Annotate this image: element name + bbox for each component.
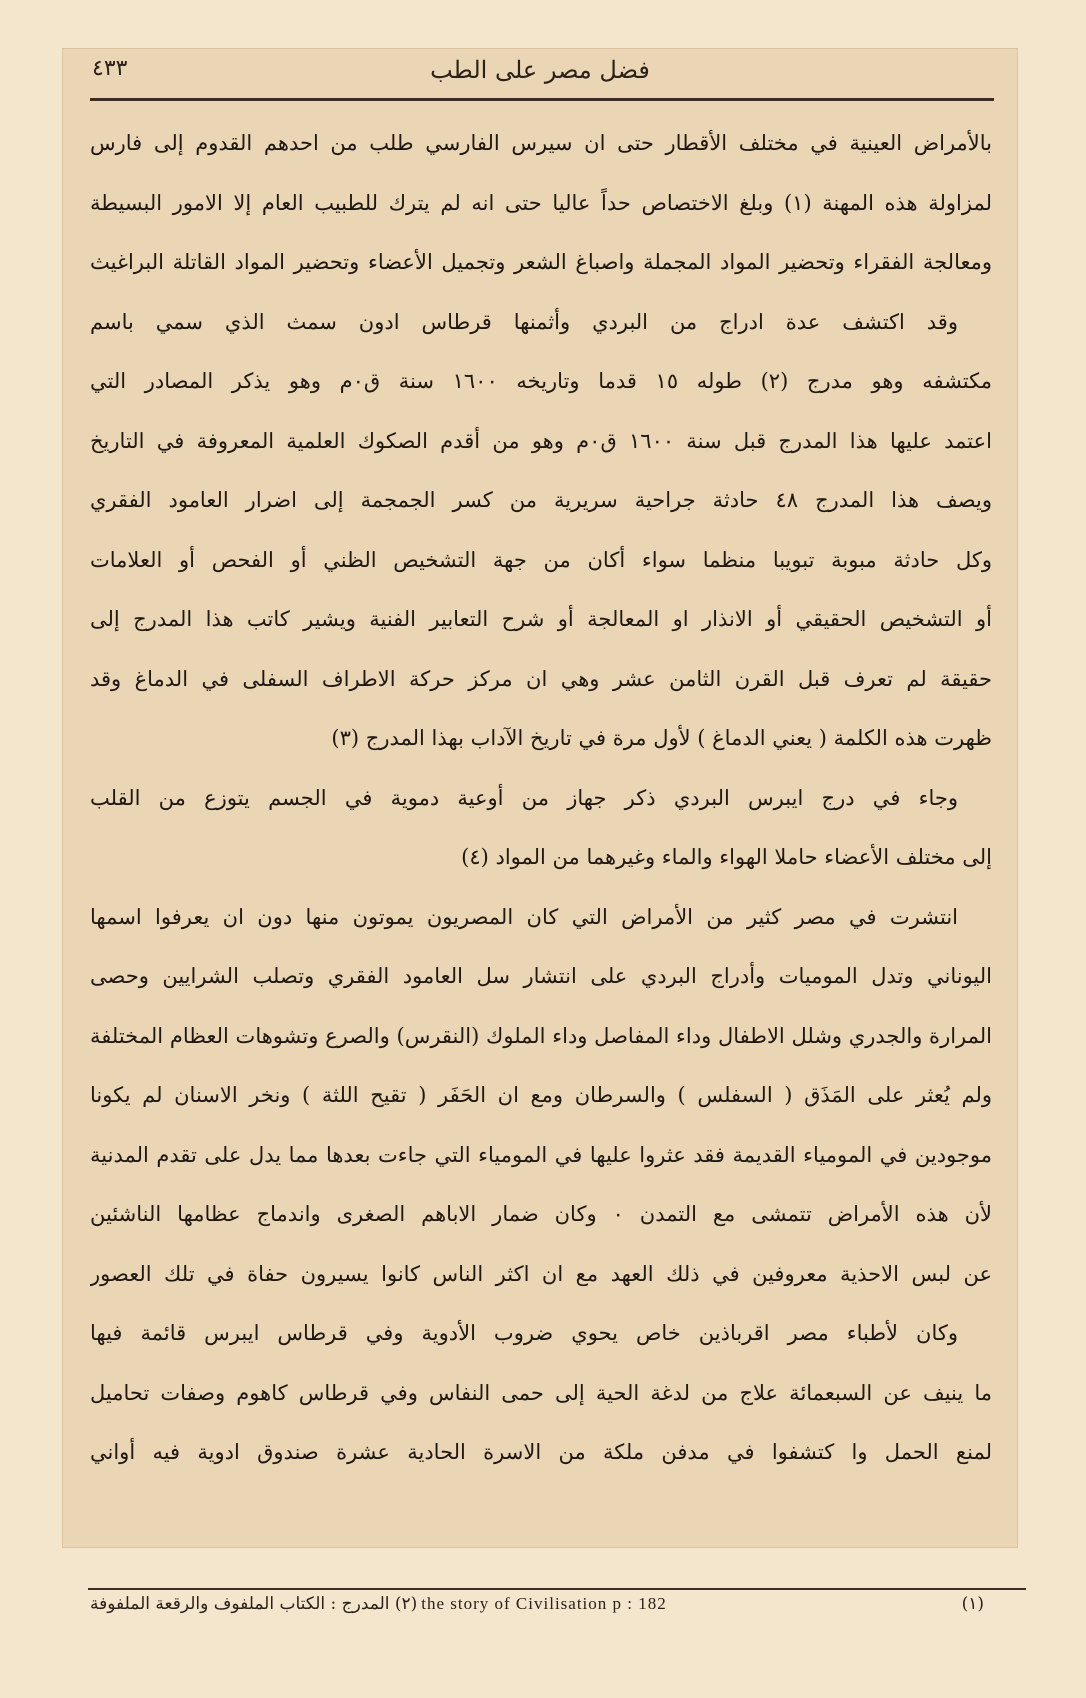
body-line: ولم يُعثر على المَذَق ( السفلس ) والسرطان ومع ان الحَفَر ( تقيح اللثة ) ونخر الاسنان لم يكونا: [90, 1083, 992, 1107]
body-line: اعتمد عليها هذا المدرج قبل سنة ١٦٠٠ ق٠م وهو من أقدم الصكوك العلمية المعروفة في التاريخ: [90, 428, 992, 453]
article-body: [90, 114, 992, 1483]
body-line: أو التشخيص الحقيقي أو الانذار او المعالجة أو شرح التعابير الفنية ويشير كاتب هذا المدرج إلى: [90, 607, 992, 631]
footnote-text-en: the story of Civilisation p : 182: [421, 1594, 667, 1613]
footnote-row-1: [62, 1588, 1026, 1620]
body-line: ويصف هذا المدرج ٤٨ حادثة جراحية سريرية من كسر الجمجمة إلى اضرار العامود الفقري: [90, 488, 992, 512]
body-line: وقد اكتشف عدة ادراج من البردي وأثمنها قرطاس ادون سمث الذي سمي باسم: [90, 309, 958, 334]
body-line: بالأمراض العينية في مختلف الأقطار حتى ان سيرس الفارسي طلب من احدهم القدوم إلى فارس: [90, 131, 992, 155]
body-line: وجاء في درج ايبرس البردي ذكر جهاز من أوعية دموية في الجسم يتوزع من القلب: [90, 785, 958, 810]
body-line: وكان لأطباء مصر اقرباذين خاص يحوي ضروب الأدوية وفي قرطاس ايبرس قائمة فيها: [90, 1321, 958, 1345]
body-line: المرارة والجدري وشلل الاطفال وداء المفاصل وداء الملوك (النقرس) والصرع وتشوهات العظام المختلفة: [90, 1023, 992, 1048]
body-line: لأن هذه الأمراض تتمشى مع التمدن ٠ وكان ضمار الاباهم الصغرى واندماج عظامها الناشئين: [90, 1202, 992, 1226]
journal-page: [62, 48, 1018, 1548]
page-number: ٤٣٣: [92, 56, 128, 81]
body-line: انتشرت في مصر كثير من الأمراض التي كان المصريون يموتون منها دون ان يعرفوا اسمها: [90, 904, 958, 929]
body-line: عن لبس الاحذية معروفين في ذلك العهد مع ان اكثر الناس كانوا يسيرون حفاة في تلك العصور: [90, 1261, 992, 1286]
header-rule: [90, 98, 994, 101]
body-line: إلى مختلف الأعضاء حاملا الهواء والماء وغيرهما من المواد (٤): [461, 845, 992, 869]
body-line: لمزاولة هذه المهنة (١) وبلغ الاختصاص حداً عاليا حتى انه لم يترك للطبيب العام إلا الامور البسيطة: [90, 190, 992, 215]
body-line: حقيقة لم تعرف قبل القرن الثامن عشر وهي ان مركز حركة الاطراف السفلى في الدماغ وقد: [90, 666, 992, 691]
footnotes: [62, 1588, 1026, 1698]
footnote-text-ar: (٢) المدرج : الكتاب الملفوف والرقعة الملفوفة: [90, 1594, 418, 1614]
body-line: وكل حادثة مبوبة تبويبا منظما سواء أكان من جهة التشخيص الظني أو الفحص أو العلامات: [90, 547, 992, 572]
page-header: [92, 50, 988, 96]
body-line: مكتشفه وهو مدرج (٢) طوله ١٥ قدما وتاريخه ١٦٠٠ سنة ق٠م وهو يذكر المصادر التي: [90, 369, 992, 393]
body-line: ما ينيف عن السبعمائة علاج من لدغة الحية إلى حمى النفاس وفي قرطاس كاهوم وصفات تحاميل: [90, 1380, 992, 1405]
body-line: موجودين في المومياء القديمة فقد عثروا عليها في المومياء التي جاءت بعدها مما يدل على تقدم المدنية: [90, 1142, 992, 1167]
running-title: فضل مصر على الطب: [430, 56, 650, 84]
footnote-number: (١): [961, 1594, 984, 1614]
body-line: لمنع الحمل وا كتشفوا في مدفن ملكة من الاسرة الحادية عشرة صندوق ادوية فيه أواني: [90, 1440, 992, 1464]
body-line: ومعالجة الفقراء وتحضير المواد المجملة واصباغ الشعر وتجميل الأعضاء وتحضير المواد القاتلة البراغيث: [90, 250, 992, 274]
body-line: اليوناني وتدل الموميات وأدراج البردي على انتشار سل العامود الفقري وتصلب الشرايين وحصى: [90, 964, 992, 988]
body-line: ظهرت هذه الكلمة ( يعني الدماغ ) لأول مرة في تاريخ الآداب بهذا المدرج (٣): [331, 726, 992, 750]
